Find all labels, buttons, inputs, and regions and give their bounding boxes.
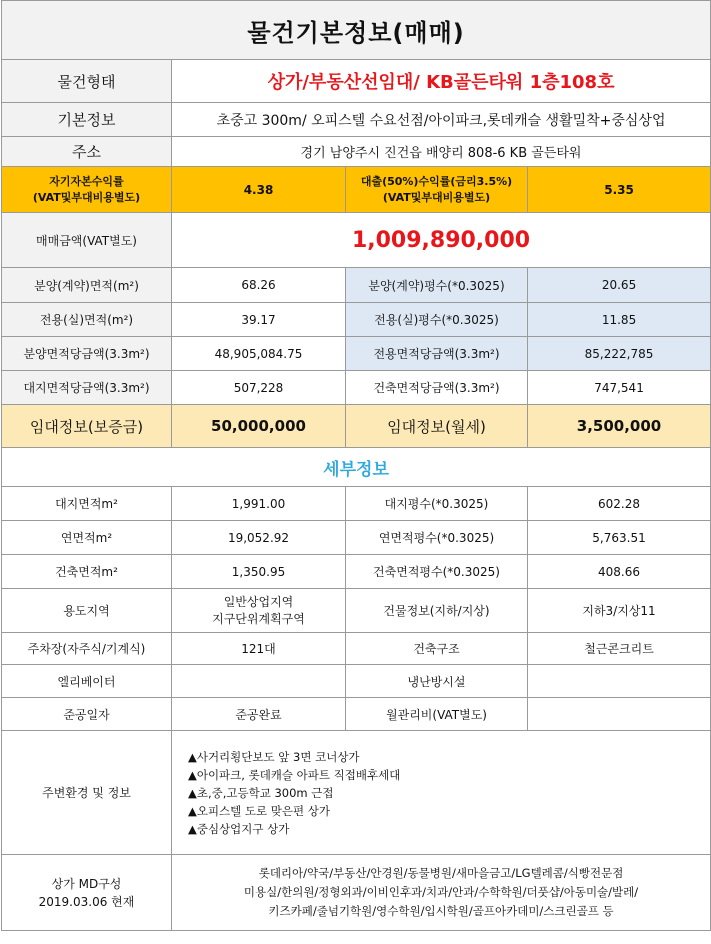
basic-info-label: 기본정보 [2,103,172,137]
supply-unit-price-value: 48,905,084.75 [172,337,346,371]
supply-unit-price-row [2,337,711,371]
building-unit-price-value: 747,541 [528,371,711,405]
md-label [2,855,172,931]
hvac-value [528,665,711,698]
property-type-value: 상가/부동산선임대/ KB골든타워 1층108호 [172,60,711,103]
completion-value: 준공완료 [172,698,346,731]
lease-deposit-value: 50,000,000 [172,405,346,448]
total-floor-pyeong-label: 연면적평수(*0.3025) [346,521,528,555]
sale-price-row [2,213,711,268]
supply-pyeong-value: 20.65 [528,268,711,303]
zoning-row [2,589,711,633]
zoning-label: 용도지역 [2,589,172,633]
surroundings-label: 주변환경 및 정보 [2,731,172,855]
address-label: 주소 [2,137,172,167]
building-area-value: 1,350.95 [172,555,346,589]
parking-label: 주차장(자주식/기계식) [2,633,172,665]
total-floor-area-row [2,521,711,555]
md-label-line2: 2019.03.06 현재 [38,894,135,909]
equity-return-label-line2: (VAT및부대비용별도) [32,190,141,204]
land-pyeong-value: 602.28 [528,487,711,521]
zoning-value [172,589,346,633]
md-label-line1: 상가 MD구성 [51,876,122,891]
md-list [172,855,711,931]
land-unit-price-value: 507,228 [172,371,346,405]
total-floor-pyeong-value: 5,763.51 [528,521,711,555]
equity-return-label [2,167,172,213]
loan-return-label-line2: (VAT및부대비용별도) [382,190,491,204]
surroundings-item: ▲아이파크, 롯데캐슬 아파트 직접배후세대 [188,767,401,782]
building-pyeong-label: 건축면적평수(*0.3025) [346,555,528,589]
total-floor-area-label: 연면적m² [2,521,172,555]
title-row [2,1,711,60]
supply-area-value: 68.26 [172,268,346,303]
property-type-row [2,60,711,103]
hvac-label: 냉난방시설 [346,665,528,698]
exclusive-unit-price-label: 전용면적당금액(3.3m²) [346,337,528,371]
address-row [2,137,711,167]
land-area-value: 1,991.00 [172,487,346,521]
md-line: 미용실/한의원/정형외과/이비인후과/치과/안과/수학학원/더풋샵/아동미술/발레/ [243,885,639,899]
exclusive-area-label: 전용(실)면적(m²) [2,303,172,337]
structure-value: 철근콘크리트 [528,633,711,665]
page-title: 물건기본정보(매매) [2,1,711,60]
basic-info-value: 초중고 300m/ 오피스텔 수요선점/아이파크,롯데캐슬 생활밀착+중심상업 [172,103,711,137]
land-unit-price-row [2,371,711,405]
loan-return-label [346,167,528,213]
detail-section-row [2,448,711,487]
md-line: 키즈카페/줄넘기학원/영수학원/입시학원/골프아카데미/스크린골프 등 [268,904,614,918]
surroundings-item: ▲오피스텔 도로 맞은편 상가 [188,803,331,818]
loan-return-value: 5.35 [528,167,711,213]
sale-price-label: 매매금액(VAT별도) [2,213,172,268]
elevator-label: 엘리베이터 [2,665,172,698]
supply-area-row [2,268,711,303]
building-pyeong-value: 408.66 [528,555,711,589]
equity-return-label-line1: 자기자본수익률 [49,174,124,188]
building-unit-price-label: 건축면적당금액(3.3m²) [346,371,528,405]
land-area-label: 대지면적m² [2,487,172,521]
equity-return-value: 4.38 [172,167,346,213]
supply-pyeong-label: 분양(계약)평수(*0.3025) [346,268,528,303]
exclusive-area-row [2,303,711,337]
parking-value: 121대 [172,633,346,665]
address-value: 경기 남양주시 진건읍 배양리 808-6 KB 골든타워 [172,137,711,167]
basic-info-row [2,103,711,137]
lease-row [2,405,711,448]
zoning-value-line1: 일반상업지역 [223,594,294,609]
detail-section-title: 세부정보 [2,448,711,487]
structure-label: 건축구조 [346,633,528,665]
surroundings-row [2,731,711,855]
elevator-value [172,665,346,698]
loan-return-label-line1: 대출(50%)수익률(금리3.5%) [360,174,513,188]
land-area-row [2,487,711,521]
md-row [2,855,711,931]
supply-unit-price-label: 분양면적당금액(3.3m²) [2,337,172,371]
parking-row [2,633,711,665]
total-floor-area-value: 19,052.92 [172,521,346,555]
return-row [2,167,711,213]
lease-monthly-label: 임대정보(월세) [346,405,528,448]
zoning-value-line2: 지구단위계획구역 [212,611,305,626]
md-line: 롯데리아/약국/부동산/안경원/동물병원/새마을금고/LG텔레콤/식빵전문점 [258,866,624,880]
sale-price-value: 1,009,890,000 [172,213,711,268]
surroundings-item: ▲중심상업지구 상가 [188,821,290,836]
lease-monthly-value: 3,500,000 [528,405,711,448]
supply-area-label: 분양(계약)면적(m²) [2,268,172,303]
completion-row [2,698,711,731]
surroundings-item: ▲사거리횡단보도 앞 3면 코너상가 [188,749,360,764]
building-info-label: 건물정보(지하/지상) [346,589,528,633]
building-area-row [2,555,711,589]
completion-label: 준공일자 [2,698,172,731]
exclusive-pyeong-value: 11.85 [528,303,711,337]
surroundings-item: ▲초,중,고등학교 300m 근접 [188,785,334,800]
exclusive-pyeong-label: 전용(실)평수(*0.3025) [346,303,528,337]
property-type-label: 물건형태 [2,60,172,103]
building-info-value: 지하3/지상11 [528,589,711,633]
elevator-row [2,665,711,698]
maintenance-fee-label: 월관리비(VAT별도) [346,698,528,731]
exclusive-area-value: 39.17 [172,303,346,337]
land-unit-price-label: 대지면적당금액(3.3m²) [2,371,172,405]
exclusive-unit-price-value: 85,222,785 [528,337,711,371]
land-pyeong-label: 대지평수(*0.3025) [346,487,528,521]
lease-deposit-label: 임대정보(보증금) [2,405,172,448]
property-info-table [1,0,711,931]
building-area-label: 건축면적m² [2,555,172,589]
surroundings-list [172,731,711,855]
maintenance-fee-value [528,698,711,731]
